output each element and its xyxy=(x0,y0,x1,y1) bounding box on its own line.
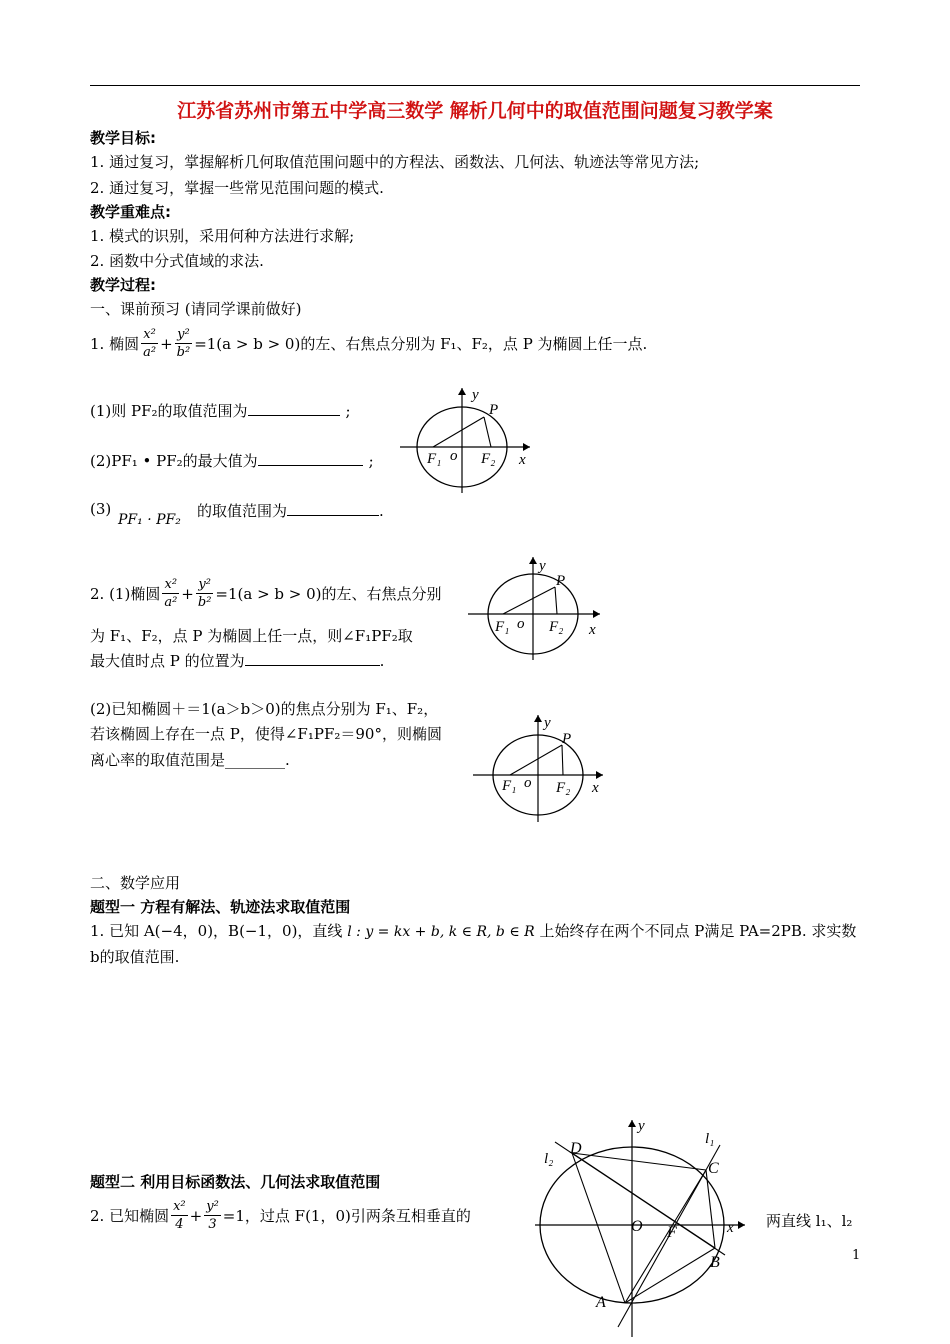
top-rule xyxy=(90,85,860,86)
svg-text:y: y xyxy=(638,1118,645,1134)
svg-text:F₂: F₂ xyxy=(556,780,571,796)
point-f-label: F xyxy=(667,1224,677,1241)
type1-heading: 题型一 方程有解法、轨迹法求取值范围 xyxy=(90,898,351,916)
page-title: 江苏省苏州市第五中学高三数学 解析几何中的取值范围问题复习教学案 xyxy=(177,100,773,122)
svg-text:y: y xyxy=(544,715,551,731)
page-number: 1 xyxy=(852,1248,861,1263)
keypoints-heading: 教学重难点: xyxy=(90,203,171,221)
objective-item-1: 1. 通过复习，掌握解析几何取值范围问题中的方程法、函数法、几何法、轨迹法等常见方法; xyxy=(90,153,700,171)
q1-part3: (3) xyxy=(90,500,112,518)
keypoint-item-1: 1. 模式的识别，采用何种方法进行求解; xyxy=(90,227,355,245)
y-axis-label: y xyxy=(472,387,479,403)
point-d-label: D xyxy=(570,1140,582,1157)
preview-heading: 一、课前预习 (请同学课前做好) xyxy=(90,300,302,318)
objective-item-2: 2. 通过复习，掌握一些常见范围问题的模式. xyxy=(90,179,384,197)
svg-text:P: P xyxy=(556,573,566,589)
svg-text:x: x xyxy=(592,780,599,796)
q2b-line3: 离心率的取值范围是________. xyxy=(90,751,290,769)
q1-part2: (2)PF₁ • PF₂的最大值为 ; xyxy=(90,452,374,470)
objectives-heading: 教学目标: xyxy=(90,129,156,147)
svg-text:F₂: F₂ xyxy=(549,619,564,635)
point-b-label: B xyxy=(710,1254,720,1271)
s2-q1-line2: b的取值范围. xyxy=(90,948,180,966)
fraction-y2-b2-2: $\frac{\text{y²}}{\text{b²}}$ xyxy=(197,577,212,610)
fraction-x2-a2: $\frac{\text{x²}}{\text{a²}}$ xyxy=(143,327,157,360)
svg-text:x: x xyxy=(727,1220,734,1236)
q1-part3-vectors: PF₁ · PF₂ xyxy=(118,512,181,528)
fraction-x2-4: $\frac{\text{x²}}{4}$ xyxy=(173,1199,186,1232)
f1-label: F₁ xyxy=(427,451,442,467)
ellipse-diagram-2 xyxy=(465,552,605,662)
q1-statement: 1. 椭圆 $\frac{\text{x²}}{\text{a²}}$ + $\frac{\text{y²}}{\text{b²}}$ =1(a > b > 0) 的左、右焦点分别为 F₁、F₂，点 P 为椭圆上任一点. xyxy=(90,327,648,360)
s2-q2-line: 2. 已知椭圆 $\frac{\text{x²}}{4}$ + $\frac{\text{y²}}{3}$ =1，过点 F(1，0)引两条互相垂直的 xyxy=(90,1199,471,1232)
s2-q2-tail: 两直线 l₁、l₂ xyxy=(766,1212,853,1230)
ellipse-diagram-1 xyxy=(395,385,535,495)
q1-prefix: 1. 椭圆 xyxy=(90,335,140,353)
s2-q1-line1: 1. 已知 A(−4，0)，B(−1，0)，直线 l : y = kx + b, k ∈ R, b ∈ R 上始终存在两个不同点 P满足 PA=2PB. 求实数 xyxy=(90,922,857,940)
q2b-line2: 若该椭圆上存在一点 P，使得∠F₁PF₂＝90°，则椭圆 xyxy=(90,725,442,743)
fraction-y2-3: $\frac{\text{y²}}{3}$ xyxy=(206,1199,219,1232)
ellipse-chord-diagram xyxy=(530,1115,760,1340)
fraction-x2-a2-2: $\frac{\text{x²}}{\text{a²}}$ xyxy=(164,577,178,610)
q1-part3-tail: 的取值范围为 . xyxy=(197,502,384,520)
svg-text:F₁: F₁ xyxy=(502,778,517,794)
q2a-line2: 为 F₁、F₂，点 P 为椭圆上任一点，则∠F₁PF₂取 xyxy=(90,627,413,645)
point-o-label: O xyxy=(631,1218,643,1235)
svg-text:P: P xyxy=(562,731,572,747)
point-a-label: A xyxy=(596,1294,606,1311)
point-c-label: C xyxy=(708,1160,719,1177)
q1-condition: =1(a > b > 0) xyxy=(194,334,301,353)
keypoint-item-2: 2. 函数中分式值域的求法. xyxy=(90,252,264,270)
ellipse-diagram-3 xyxy=(470,710,610,825)
line-l1-label: l₁ xyxy=(705,1131,715,1147)
origin-label: o xyxy=(450,448,458,464)
q1-suffix: 的左、右焦点分别为 F₁、F₂，点 P 为椭圆上任一点. xyxy=(300,335,648,353)
x-axis-label: x xyxy=(519,452,526,468)
svg-text:o: o xyxy=(517,616,525,632)
fraction-y2-b2: $\frac{\text{y²}}{\text{b²}}$ xyxy=(176,327,191,360)
q2a-line1: 2. (1)椭圆 $\frac{\text{x²}}{\text{a²}}$ + $\frac{\text{y²}}{\text{b²}}$ =1(a > b > 0) 的左、右焦点分别 xyxy=(90,577,442,610)
line-equation: l : y = kx + b, k ∈ R, b ∈ R xyxy=(347,924,535,940)
svg-text:F₁: F₁ xyxy=(495,619,510,635)
q2b-line1: (2)已知椭圆＋＝1(a＞b＞0)的焦点分别为 F₁、F₂， xyxy=(90,700,439,718)
section2-heading: 二、数学应用 xyxy=(90,874,181,892)
type2-heading: 题型二 利用目标函数法、几何法求取值范围 xyxy=(90,1173,381,1191)
process-heading: 教学过程: xyxy=(90,276,156,294)
line-l2-label: l₂ xyxy=(544,1151,554,1167)
q2a-line3: 最大值时点 P 的位置为 . xyxy=(90,652,385,670)
svg-text:y: y xyxy=(539,558,546,574)
svg-text:o: o xyxy=(524,775,532,791)
q1-part1: (1)则 PF₂的取值范围为 ; xyxy=(90,402,351,420)
svg-text:x: x xyxy=(589,622,596,638)
f2-label: F₂ xyxy=(481,451,496,467)
point-p-label: P xyxy=(489,402,499,418)
